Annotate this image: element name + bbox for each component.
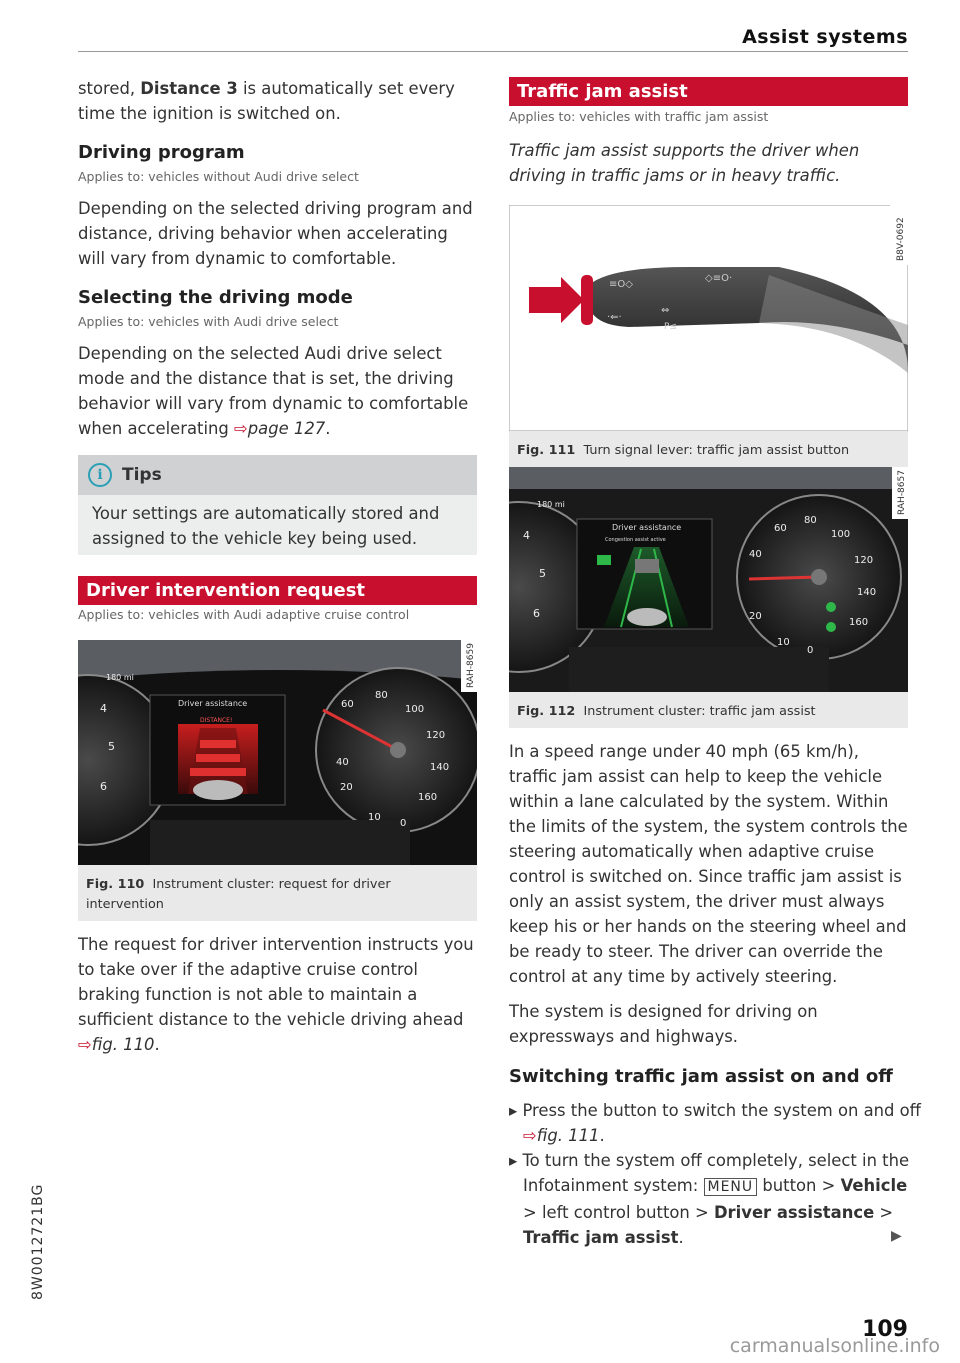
document-code: 8W0012721BG xyxy=(30,1183,46,1300)
screen-title: Driver assistance xyxy=(178,699,248,708)
speed-tick: 40 xyxy=(336,757,349,768)
svg-text:≡O◇: ≡O◇ xyxy=(609,279,633,290)
speed-tick: 100 xyxy=(405,704,425,715)
instrument-cluster-traffic-jam-illustration xyxy=(509,467,908,692)
menu-key: MENU xyxy=(704,1178,758,1196)
svg-text:⇔: ⇔ xyxy=(661,305,670,316)
speed-tick: 80 xyxy=(375,690,388,701)
rpm-tick: 5 xyxy=(539,567,546,580)
info-icon: i xyxy=(88,463,112,487)
speed-tick: 80 xyxy=(804,515,817,526)
speed-tick: 100 xyxy=(831,529,851,540)
page-number: 109 xyxy=(862,1317,908,1342)
bullet-marker: ▸ xyxy=(509,1151,518,1170)
fig-ref-arrow-icon: ⇨ xyxy=(523,1126,537,1145)
fig-111-link[interactable]: fig. 111 xyxy=(536,1126,600,1145)
driving-program-applies: Applies to: vehicles without Audi drive select xyxy=(78,169,359,184)
driver-intervention-applies: Applies to: vehicles with Audi adaptive cruise control xyxy=(78,607,410,622)
screen-subtitle: DISTANCE! xyxy=(200,717,233,724)
figure-112 xyxy=(509,467,908,728)
speed-tick: 20 xyxy=(749,611,762,622)
bullet-marker: ▸ xyxy=(509,1101,518,1120)
figure-111 xyxy=(509,205,908,467)
speed-tick: 120 xyxy=(854,555,874,566)
tips-header xyxy=(78,455,477,495)
figure-110 xyxy=(78,640,477,921)
fig-110-link[interactable]: fig. 110 xyxy=(91,1035,155,1054)
rpm-tick: 6 xyxy=(100,780,107,793)
list-item: ▸ To turn the system off completely, select in the Infotainment system: MENU button > Vehicle > left control button > Driver assistance > Traffic jam assist. xyxy=(509,1151,910,1247)
speed-tick: 160 xyxy=(418,792,438,803)
speed-tick: 140 xyxy=(430,762,450,773)
page-127-link[interactable]: page 127 xyxy=(247,419,326,438)
speed-tick: 140 xyxy=(857,587,877,598)
svg-text:P≤: P≤ xyxy=(664,322,677,332)
driver-intervention-text: The request for driver intervention instructs you to take over if the adaptive cruise control braking function is not able to maintain a sufficient distance to the vehicle driving ahead ⇨fig. 110. xyxy=(78,935,474,1054)
driving-mode-applies: Applies to: vehicles with Audi drive select xyxy=(78,314,339,329)
figure-code: B8V-0692 xyxy=(896,217,906,261)
screen-subtitle: Congestion assist active xyxy=(605,537,666,543)
traffic-jam-para-2: The system is designed for driving on expressways and highways. xyxy=(509,1002,818,1046)
speed-tick: 40 xyxy=(749,549,762,560)
tips-text: Your settings are automatically stored and assigned to the vehicle key being used. xyxy=(92,504,440,548)
figure-111-caption: Fig. 111 Turn signal lever: traffic jam assist button xyxy=(517,443,850,458)
turn-signal-lever-illustration xyxy=(509,205,908,431)
instrument-cluster-illustration xyxy=(78,640,477,865)
tips-body xyxy=(78,495,477,555)
rpm-tick: 6 xyxy=(533,607,540,620)
speed-tick: 0 xyxy=(807,645,814,656)
traffic-jam-para-1: In a speed range under 40 mph (65 km/h), traffic jam assist can help to keep the vehicle within a lane calculated by the system. Within the limits of the system, the system controls the steering automatically when adaptive cruise control is switched on. Since traffic jam assist is only an assist system, the driver must always keep his or her hands on the steering wheel and be ready to steer. The driver can override the control at any time by actively steering. xyxy=(509,742,908,986)
page-ref-arrow-icon: ⇨ xyxy=(234,419,248,438)
mileage-readout: 180 mi xyxy=(106,673,134,682)
switching-heading: Switching traffic jam assist on and off xyxy=(509,1066,893,1087)
figure-code: RAH-8657 xyxy=(897,470,907,515)
svg-text:·⇐·: ·⇐· xyxy=(607,312,622,323)
screen-title: Driver assistance xyxy=(612,523,682,532)
mileage-readout: 180 mi xyxy=(537,500,565,509)
speed-tick: 0 xyxy=(400,818,407,829)
driving-mode-text: Depending on the selected Audi drive select mode and the distance that is set, the driving behavior will vary from dynamic to comfortable when accelerating ⇨page 127. xyxy=(78,344,469,438)
running-header-title: Assist systems xyxy=(742,26,908,48)
intro-paragraph: stored, Distance 3 is automatically set every time the ignition is switched on. xyxy=(78,79,455,123)
tips-box xyxy=(78,455,477,555)
fig-ref-arrow-icon: ⇨ xyxy=(78,1035,92,1054)
rpm-tick: 4 xyxy=(100,702,107,715)
traffic-jam-lead: Traffic jam assist supports the driver when driving in traffic jams or in heavy traffic. xyxy=(509,141,860,185)
list-item: ▸ Press the button to switch the system on and off ⇨fig. 111. xyxy=(509,1101,921,1145)
driver-intervention-banner: Driver intervention request xyxy=(78,576,477,605)
continue-arrow-icon: ▶ xyxy=(891,1228,902,1244)
speed-tick: 60 xyxy=(774,523,787,534)
speed-tick: 160 xyxy=(849,617,869,628)
rpm-tick: 4 xyxy=(523,529,530,542)
watermark: carmanualsonline.info xyxy=(729,1335,940,1357)
figure-code: RAH-8659 xyxy=(466,643,476,688)
traffic-jam-assist-banner: Traffic jam assist xyxy=(509,77,908,106)
figure-112-caption: Fig. 112 Instrument cluster: traffic jam assist xyxy=(517,704,816,719)
rpm-tick: 5 xyxy=(108,740,115,753)
traffic-jam-applies: Applies to: vehicles with traffic jam assist xyxy=(509,109,769,124)
speed-tick: 120 xyxy=(426,730,446,741)
svg-text:◇≡O·: ◇≡O· xyxy=(705,273,733,284)
speed-tick: 10 xyxy=(368,812,381,823)
driving-program-heading: Driving program xyxy=(78,142,245,163)
speed-tick: 60 xyxy=(341,699,354,710)
speed-tick: 10 xyxy=(777,637,790,648)
tips-label: Tips xyxy=(122,465,162,485)
header-divider xyxy=(78,51,908,52)
driving-mode-heading: Selecting the driving mode xyxy=(78,287,353,308)
driving-program-text: Depending on the selected driving program and distance, driving behavior when accelerating will vary from dynamic to comfortable. xyxy=(78,199,473,268)
speed-tick: 20 xyxy=(340,782,353,793)
figure-110-caption: Fig. 110 Instrument cluster: request for driver intervention xyxy=(86,877,391,912)
